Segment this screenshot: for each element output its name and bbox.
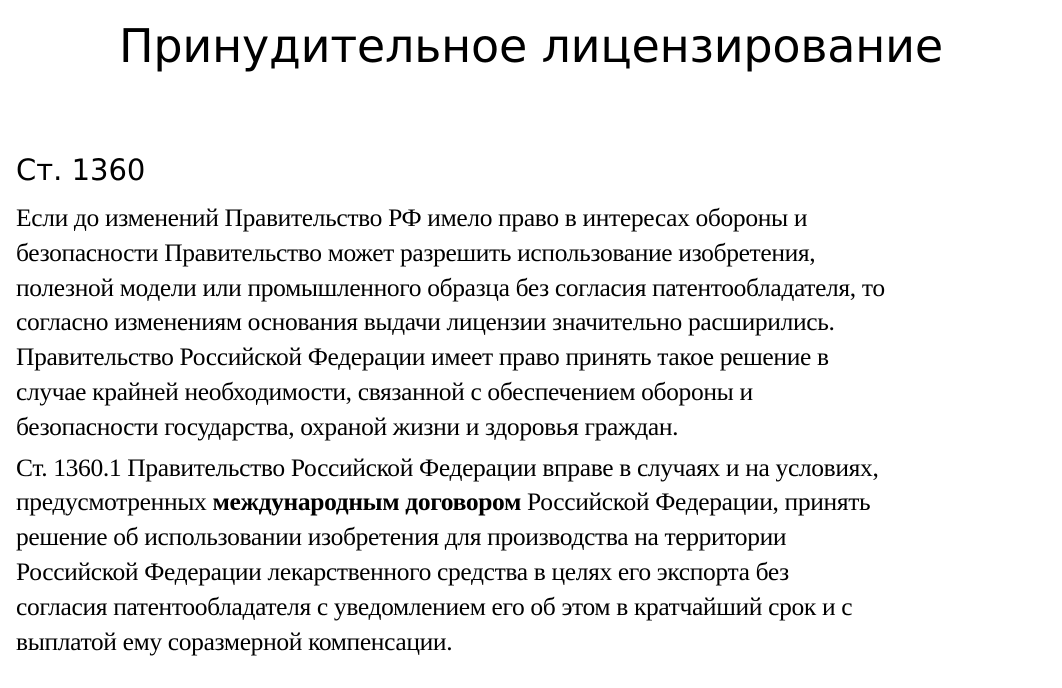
text-line: Ст. 1360.1 Правительство Российской Федерации вправе в случаях и на условиях, — [16, 452, 879, 482]
text-line: Российской Федерации лекарственного средства в целях его экспорта без — [16, 556, 789, 586]
text-line: полезной модели или промышленного образца без согласия патентообладателя, то — [16, 272, 885, 302]
paragraph-article-1360-1 — [16, 451, 1052, 660]
text-line — [16, 485, 1052, 520]
text-line: согласия патентообладателя с уведомлением его об этом в кратчайший срок и с — [16, 591, 853, 621]
body-text — [16, 201, 1052, 659]
slide-title: Принудительное лицензирование — [119, 19, 943, 73]
text-line: случае крайней необходимости, связанной с обеспечением обороны и — [16, 376, 753, 406]
text-line: безопасности государства, охраной жизни и здоровья граждан. — [16, 411, 679, 441]
text-line: Если до изменений Правительство РФ имело право в интересах обороны и — [16, 203, 808, 232]
text-segment: Российской Федерации, принять — [521, 487, 871, 517]
bold-term-international-treaty: международным договором — [212, 487, 521, 517]
text-line: Правительство Российской Федерации имеет право принять такое решение в — [16, 342, 829, 372]
text-line: согласно изменениям основания выдачи лицензии значительно расширились. — [16, 307, 835, 337]
text-line: решение об использовании изобретения для производства на территории — [16, 522, 787, 552]
text-segment: предусмотренных — [16, 487, 213, 517]
paragraph-article-1360 — [16, 201, 1052, 445]
text-line: безопасности Правительство может разрешить использование изобретения, — [16, 237, 816, 267]
article-heading: Ст. 1360 — [16, 153, 146, 187]
text-line: выплатой ему соразмерной компенсации. — [16, 626, 453, 656]
